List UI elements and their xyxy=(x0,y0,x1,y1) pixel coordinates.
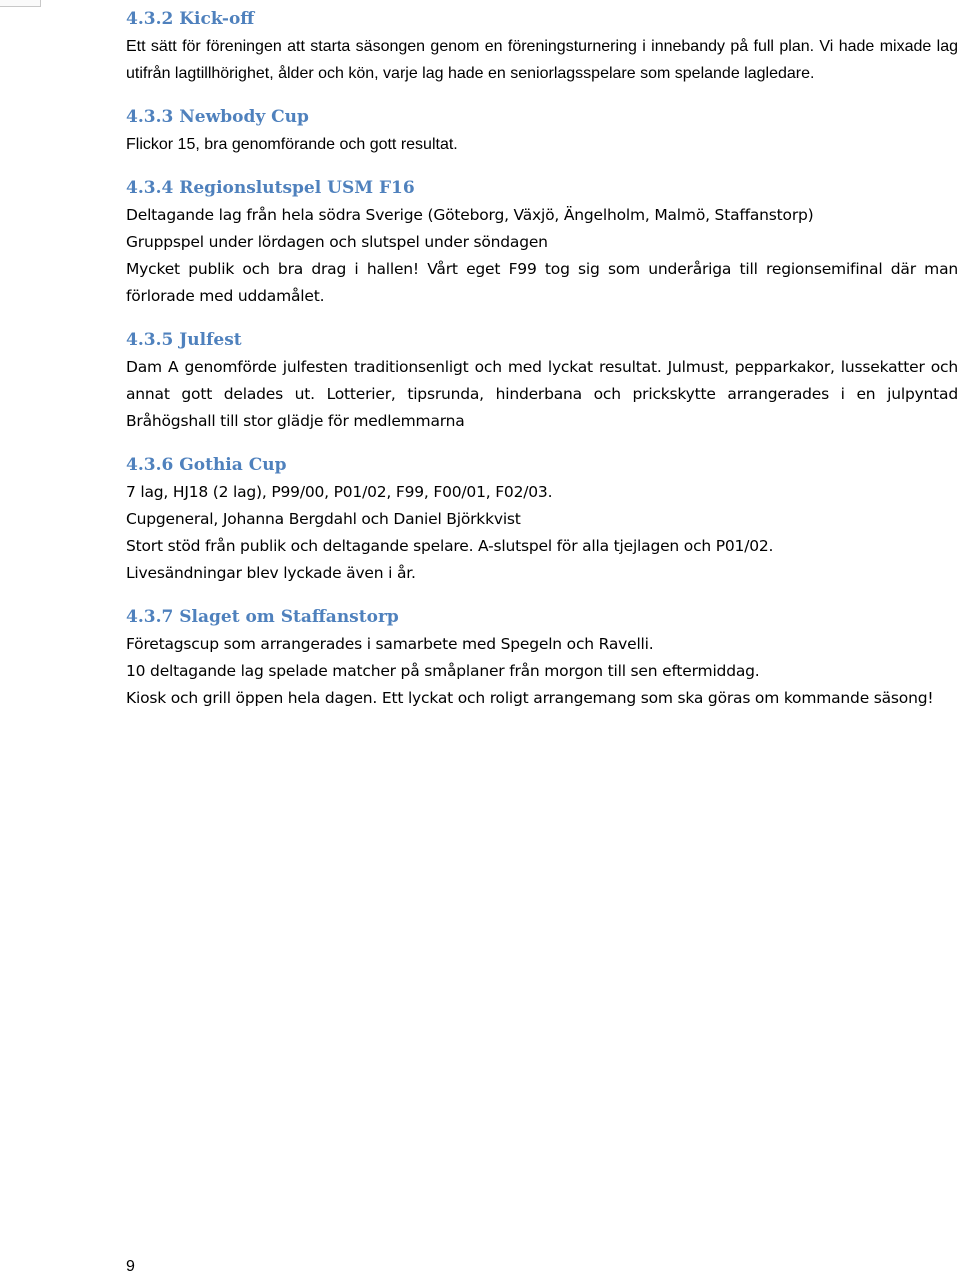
section-paragraph: Ett sätt för föreningen att starta säsongen genom en föreningsturnering i innebandy på full plan. Vi hade mixade lag utifrån lagtillhörighet, ålder och kön, varje lag hade en seniorlagsspelare som spelande lagledare. xyxy=(126,38,958,82)
section-gap xyxy=(126,435,958,452)
section-slaget-om-staffanstorp xyxy=(126,604,958,712)
page-corner-mark xyxy=(0,0,41,7)
section-heading: 4.3.4 Regionslutspel USM F16 xyxy=(126,178,415,198)
section-gap xyxy=(126,587,958,604)
section-paragraph: Cupgeneral, Johanna Bergdahl och Daniel Björkkvist xyxy=(126,510,521,528)
section-paragraph: 10 deltagande lag spelade matcher på småplaner från morgon till sen eftermiddag. xyxy=(126,662,760,680)
section-paragraph: Gruppspel under lördagen och slutspel under söndagen xyxy=(126,233,548,251)
section-gap xyxy=(126,158,958,175)
document-page xyxy=(126,6,958,712)
section-paragraph: Dam A genomförde julfesten traditionsenligt och med lyckat resultat. Julmust, pepparkakor, lussekatter och annat gott delades ut. Lotterier, tipsrunda, hinderbana och prickskytte arrangerades i en julpyntad Bråhögshall till stor glädje för medlemmarna xyxy=(126,358,958,430)
section-gothia-cup xyxy=(126,452,958,587)
section-paragraph: 7 lag, HJ18 (2 lag), P99/00, P01/02, F99, F00/01, F02/03. xyxy=(126,483,553,501)
section-julfest xyxy=(126,327,958,435)
section-gap xyxy=(126,310,958,327)
section-heading: 4.3.6 Gothia Cup xyxy=(126,455,287,475)
section-heading: 4.3.2 Kick-off xyxy=(126,9,255,29)
section-heading: 4.3.5 Julfest xyxy=(126,330,242,350)
section-paragraph: Stort stöd från publik och deltagande spelare. A-slutspel för alla tjejlagen och P01/02. xyxy=(126,537,774,555)
section-newbody-cup xyxy=(126,104,958,158)
section-regionslutspel xyxy=(126,175,958,310)
section-paragraph: Flickor 15, bra genomförande och gott resultat. xyxy=(126,136,458,153)
section-kick-off xyxy=(126,6,958,87)
section-paragraph: Företagscup som arrangerades i samarbete med Spegeln och Ravelli. xyxy=(126,635,654,653)
section-paragraph: Mycket publik och bra drag i hallen! Vårt eget F99 tog sig som underåriga till regionsemifinal där man förlorade med uddamålet. xyxy=(126,260,958,305)
section-heading: 4.3.3 Newbody Cup xyxy=(126,107,309,127)
section-paragraph: Livesändningar blev lyckade även i år. xyxy=(126,564,416,582)
section-paragraph: Deltagande lag från hela södra Sverige (Göteborg, Växjö, Ängelholm, Malmö, Staffanstorp) xyxy=(126,206,814,224)
section-paragraph: Kiosk och grill öppen hela dagen. Ett lyckat och roligt arrangemang som ska göras om kommande säsong! xyxy=(126,689,934,707)
page-number: 9 xyxy=(126,1258,135,1275)
section-gap xyxy=(126,87,958,104)
section-heading: 4.3.7 Slaget om Staffanstorp xyxy=(126,607,399,627)
